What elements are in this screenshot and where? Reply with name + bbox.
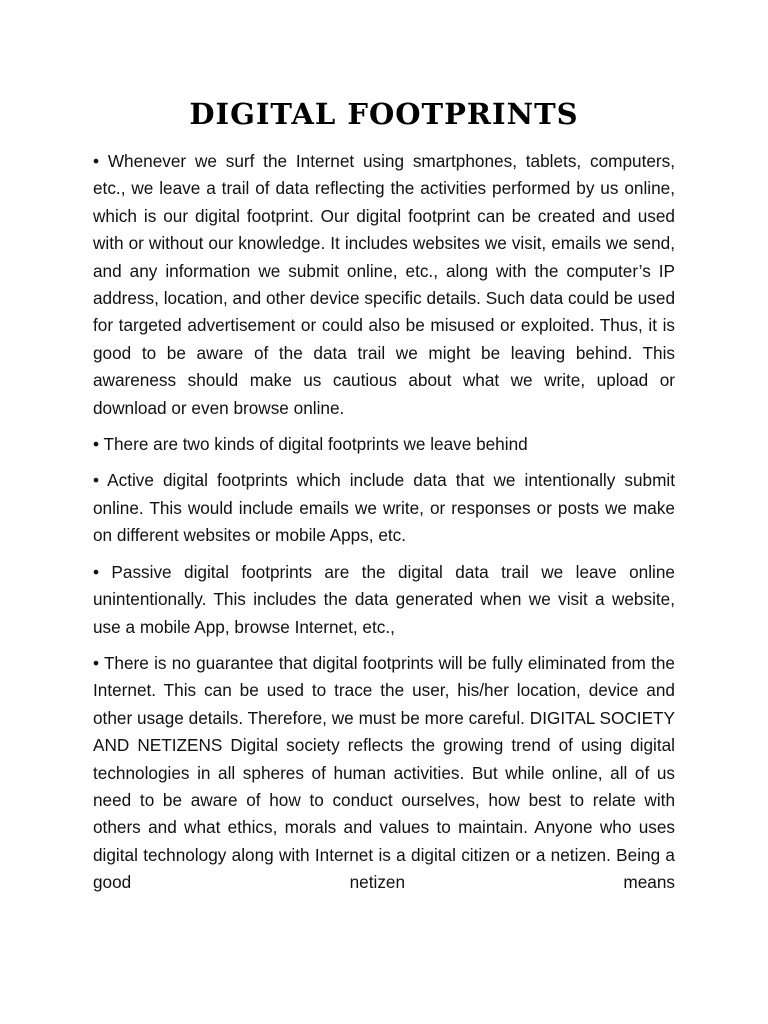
- page-title: DIGITAL FOOTPRINTS: [189, 97, 579, 131]
- paragraph-two-kinds: • There are two kinds of digital footprints we leave behind: [93, 434, 528, 455]
- paragraph-active-footprints: • Active digital footprints which include data that we intentionally submit online. This would include emails we write, or responses or posts we make on different websites or mobile Apps, etc.: [93, 470, 675, 546]
- paragraph-no-guarantee-netizens: • There is no guarantee that digital footprints will be fully eliminated from the Internet. This can be used to trace the user, his/her location, device and other usage details. Therefore, we must be more careful. DIGITAL SOCIETY AND NETIZENS Digital society reflects the growing trend of using digital technologies in all spheres of human activities. But while online, all of us need to be aware of how to conduct ourselves, how best to relate with others and what ethics, morals and values to maintain. Anyone who uses digital technology along with Internet is a digital citizen or a netizen. Being a good netizen means: [93, 652, 675, 893]
- paragraph-digital-footprint-intro: • Whenever we surf the Internet using smartphones, tablets, computers, etc., we leave a trail of data reflecting the activities performed by us online, which is our digital footprint. Our digital footprint can be created and used with or without our knowledge. It includes websites we visit, emails we send, and any information we submit online, etc., along with the computer’s IP address, location, and other device specific details. Such data could be used for targeted advertisement or could also be misused or exploited. Thus, it is good to be aware of the data trail we might be leaving behind. This awareness should make us cautious about what we write, upload or download or even browse online.: [93, 151, 675, 418]
- document-body: [93, 148, 675, 906]
- paragraph-passive-footprints: • Passive digital footprints are the digital data trail we leave online unintentionally. This includes the data generated when we visit a website, use a mobile App, browse Internet, etc.,: [93, 561, 675, 637]
